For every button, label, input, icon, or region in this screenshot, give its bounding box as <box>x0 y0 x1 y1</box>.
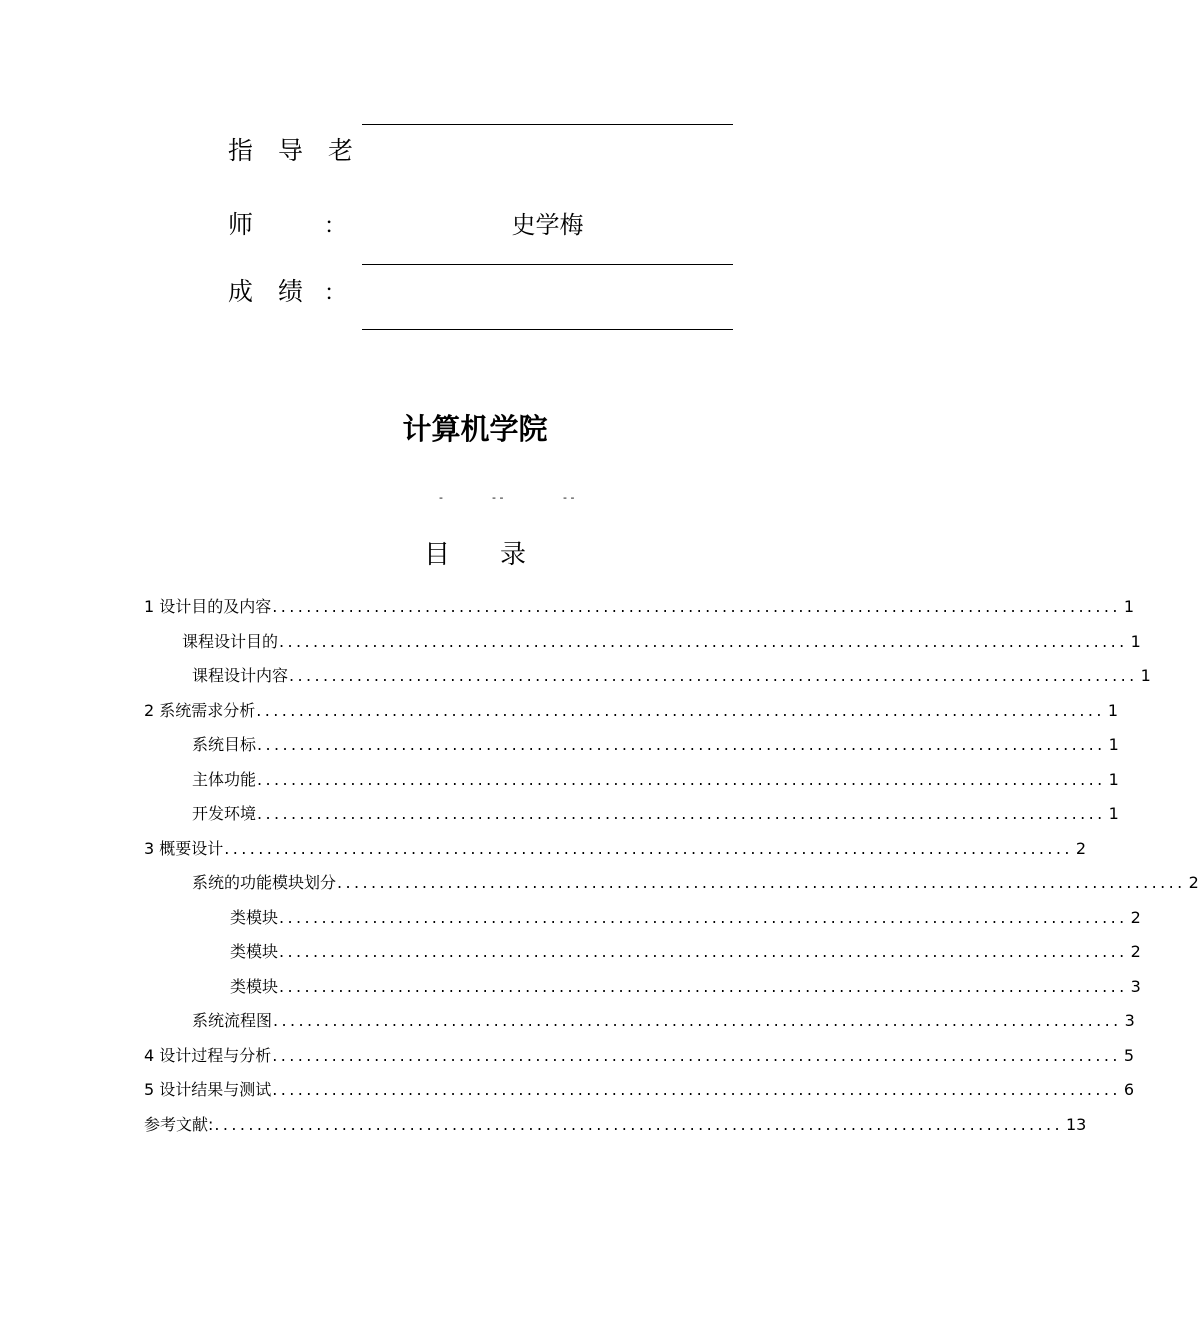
grade-label-char: 绩 <box>278 277 304 306</box>
toc-entry-page: 2 <box>1075 839 1087 858</box>
toc-leader: .................................................................................................... <box>257 735 1106 754</box>
toc-entry[interactable] <box>0 730 1119 756</box>
toc-entry-page: 3 <box>1124 1011 1135 1030</box>
toc-leader: .................................................................................................... <box>257 770 1106 789</box>
advisor-label-char: 老 <box>328 136 354 165</box>
toc-entry-label: 开发环境 <box>192 804 257 823</box>
toc-entry-page: 3 <box>1130 977 1141 996</box>
toc-entry[interactable] <box>0 937 1141 963</box>
advisor-label-char: 师 <box>228 210 254 239</box>
toc-entry[interactable] <box>0 1041 1135 1067</box>
toc-entry-page: 1 <box>1123 597 1135 616</box>
toc-entry[interactable] <box>0 834 1087 860</box>
toc-entry-page: 6 <box>1123 1080 1135 1099</box>
toc-leader: .................................................................................................... <box>337 873 1186 892</box>
toc-leader: .................................................................................................... <box>279 977 1128 996</box>
toc-entry-page: 1 <box>1140 666 1151 685</box>
toc-entry-page: 1 <box>1108 804 1119 823</box>
toc-entry-label: 3 概要设计 <box>144 839 224 858</box>
grade-label-char: 成 <box>228 277 254 306</box>
toc-leader: .................................................................................................... <box>257 804 1106 823</box>
toc-entry-page: 2 <box>1130 908 1141 927</box>
toc-entry[interactable] <box>0 972 1141 998</box>
toc-entry-page: 1 <box>1130 632 1141 651</box>
toc-leader: .................................................................................................... <box>279 942 1128 961</box>
advisor-label-char: 指 <box>228 136 254 165</box>
toc-heading-char: 录 <box>500 540 527 570</box>
toc-leader: .................................................................................................... <box>279 632 1128 651</box>
toc-leader: .................................................................................................... <box>273 1011 1122 1030</box>
toc-entry-label: 5 设计结果与测试 <box>144 1080 272 1099</box>
toc-entry-label: 类模块 <box>230 977 279 996</box>
toc-entry[interactable] <box>0 765 1119 791</box>
toc-entry-label: 主体功能 <box>192 770 257 789</box>
toc-entry-label: 系统目标 <box>192 735 257 754</box>
toc-entry[interactable] <box>0 1110 1087 1136</box>
dash-mark: - - <box>492 491 504 504</box>
advisor-name: 史学梅 <box>511 211 584 239</box>
toc-entry[interactable] <box>0 1075 1135 1101</box>
toc-entry[interactable] <box>0 868 1199 894</box>
dash-mark: - - <box>563 491 575 504</box>
toc-leader: .................................................................................................... <box>272 1080 1121 1099</box>
toc-entry-page: 1 <box>1108 770 1119 789</box>
advisor-label-colon: ： <box>324 214 347 239</box>
toc-entry-label: 系统流程图 <box>192 1011 273 1030</box>
toc-leader: .................................................................................................... <box>289 666 1138 685</box>
toc-leader: .................................................................................................... <box>224 839 1073 858</box>
toc-leader: .................................................................................................... <box>272 597 1121 616</box>
toc-entry-page: 5 <box>1123 1046 1135 1065</box>
toc-entry-label: 类模块 <box>230 942 279 961</box>
toc-entry-page: 2 <box>1188 873 1199 892</box>
toc-entry[interactable] <box>0 799 1119 825</box>
toc-entry[interactable] <box>0 661 1151 687</box>
toc-heading-char: 目 <box>424 540 451 570</box>
toc-entry-page: 13 <box>1066 1115 1087 1134</box>
toc-entry-label: 课程设计内容 <box>192 666 289 685</box>
dash-mark: - <box>439 491 443 504</box>
toc-entry[interactable] <box>0 696 1119 722</box>
grade-label-colon: ： <box>324 281 347 306</box>
toc-entry-label: 参考文献: <box>144 1115 214 1134</box>
advisor-label-char: 导 <box>278 136 304 165</box>
toc-leader: .................................................................................................... <box>256 701 1105 720</box>
toc-entry-label: 类模块 <box>230 908 279 927</box>
advisor-bottom-line <box>362 264 733 265</box>
toc-entry-label: 4 设计过程与分析 <box>144 1046 272 1065</box>
toc-entry[interactable] <box>0 903 1141 929</box>
toc-entry-page: 2 <box>1130 942 1141 961</box>
toc-entry-label: 课程设计目的 <box>182 632 279 651</box>
college-name: 计算机学院 <box>402 412 548 446</box>
toc-entry-label: 2 系统需求分析 <box>144 701 256 720</box>
toc-entry-page: 1 <box>1108 735 1119 754</box>
toc-entry[interactable] <box>0 1006 1135 1032</box>
toc-entry-page: 1 <box>1107 701 1119 720</box>
toc-entry[interactable] <box>0 592 1135 618</box>
toc-leader: .................................................................................................... <box>214 1115 1063 1134</box>
toc-entry-label: 系统的功能模块划分 <box>192 873 337 892</box>
advisor-top-line <box>362 124 733 125</box>
toc-entry-label: 1 设计目的及内容 <box>144 597 272 616</box>
toc-leader: .................................................................................................... <box>279 908 1128 927</box>
grade-line <box>362 329 733 330</box>
toc-leader: .................................................................................................... <box>272 1046 1121 1065</box>
toc-entry[interactable] <box>0 627 1141 653</box>
